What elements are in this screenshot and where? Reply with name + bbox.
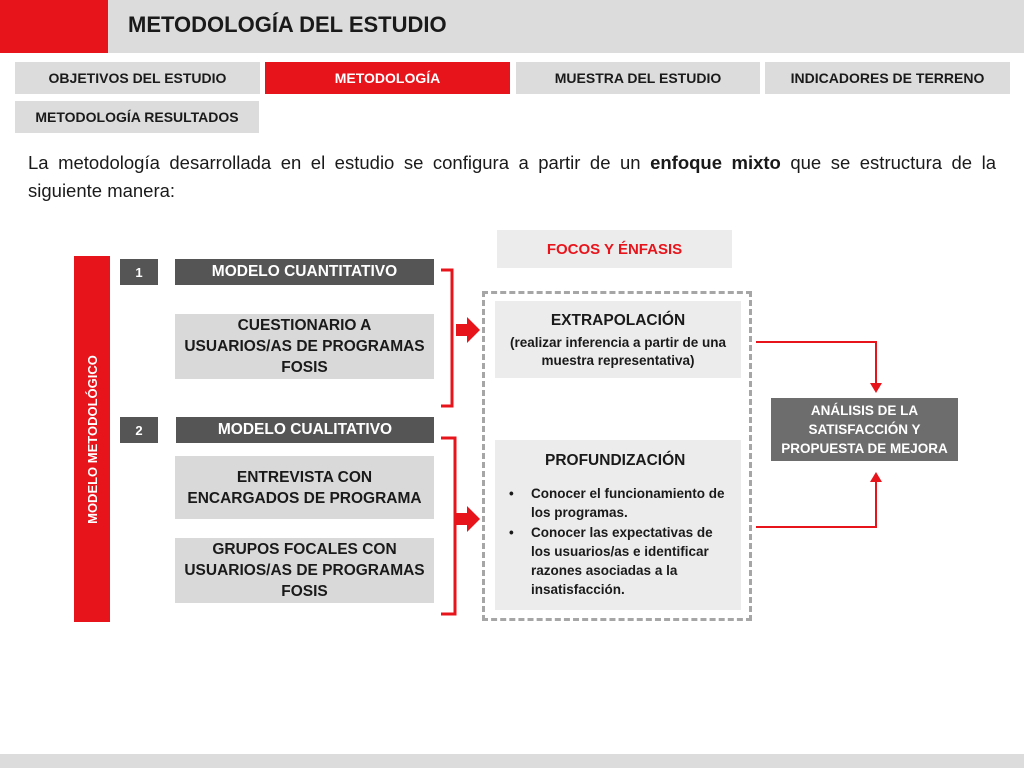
vertical-model-label: MODELO METODOLÓGICO — [84, 354, 100, 524]
tab-indicadores[interactable]: INDICADORES DE TERRENO — [765, 62, 1010, 94]
model2-item-entrevista: ENTREVISTA CON ENCARGADOS DE PROGRAMA — [175, 456, 434, 519]
model1-item-cuestionario: CUESTIONARIO A USUARIOS/AS DE PROGRAMAS FOSIS — [175, 314, 434, 379]
extrapolacion-title: EXTRAPOLACIÓN — [550, 312, 686, 329]
profundizacion-list — [495, 484, 741, 599]
model1-number: 1 — [120, 259, 158, 285]
profundizacion-box — [495, 440, 741, 610]
intro-text-end: que se estructura de la siguiente manera: — [28, 152, 996, 201]
footer-bar — [0, 754, 1024, 768]
model2-title: MODELO CUALITATIVO — [176, 417, 434, 443]
extrapolacion-box — [495, 301, 741, 378]
bracket-quantitative — [441, 270, 452, 406]
profundizacion-title: PROFUNDIZACIÓN — [545, 452, 686, 469]
tab-metodologia[interactable]: METODOLOGÍA — [265, 62, 510, 94]
page-title: METODOLOGÍA DEL ESTUDIO — [128, 12, 447, 37]
bullet-icon: • — [509, 486, 514, 501]
tab-objetivos[interactable]: OBJETIVOS DEL ESTUDIO — [15, 62, 260, 94]
model2-number: 2 — [120, 417, 158, 443]
arrowhead-down — [870, 383, 882, 393]
tab-metodologia-resultados[interactable]: METODOLOGÍA RESULTADOS — [15, 101, 259, 133]
profundizacion-bullet-text: Conocer las expectativas de los usuarios/as e identificar razones asociadas a la insatisfacción. — [531, 525, 713, 597]
tab-muestra[interactable]: MUESTRA DEL ESTUDIO — [516, 62, 760, 94]
arrowhead-up — [870, 472, 882, 482]
line-profundizacion-to-result — [756, 480, 876, 527]
list-item — [503, 523, 731, 599]
arrow-to-extrapolacion — [456, 317, 480, 343]
line-extrapolacion-to-result — [756, 342, 876, 384]
focos-enfasis-label: FOCOS Y ÉNFASIS — [497, 230, 732, 268]
analisis-satisfaccion-box: ANÁLISIS DE LA SATISFACCIÓN Y PROPUESTA DE MEJORA — [771, 398, 958, 461]
intro-emphasis: enfoque mixto — [650, 152, 781, 173]
profundizacion-bullet-text: Conocer el funcionamiento de los programas. — [531, 486, 725, 520]
model1-title: MODELO CUANTITATIVO — [175, 259, 434, 285]
bullet-icon: • — [509, 525, 514, 540]
extrapolacion-subtitle: (realizar inferencia a partir de una muestra representativa) — [509, 335, 727, 368]
model2-item-grupos-focales: GRUPOS FOCALES CON USUARIOS/AS DE PROGRAMAS FOSIS — [175, 538, 434, 603]
intro-text-start: La metodología desarrollada en el estudio se configura a partir de un — [28, 152, 651, 173]
bracket-qualitative — [441, 438, 455, 614]
list-item — [503, 484, 731, 522]
arrow-to-profundizacion — [456, 506, 480, 532]
vertical-model-label-wrap — [74, 256, 110, 622]
